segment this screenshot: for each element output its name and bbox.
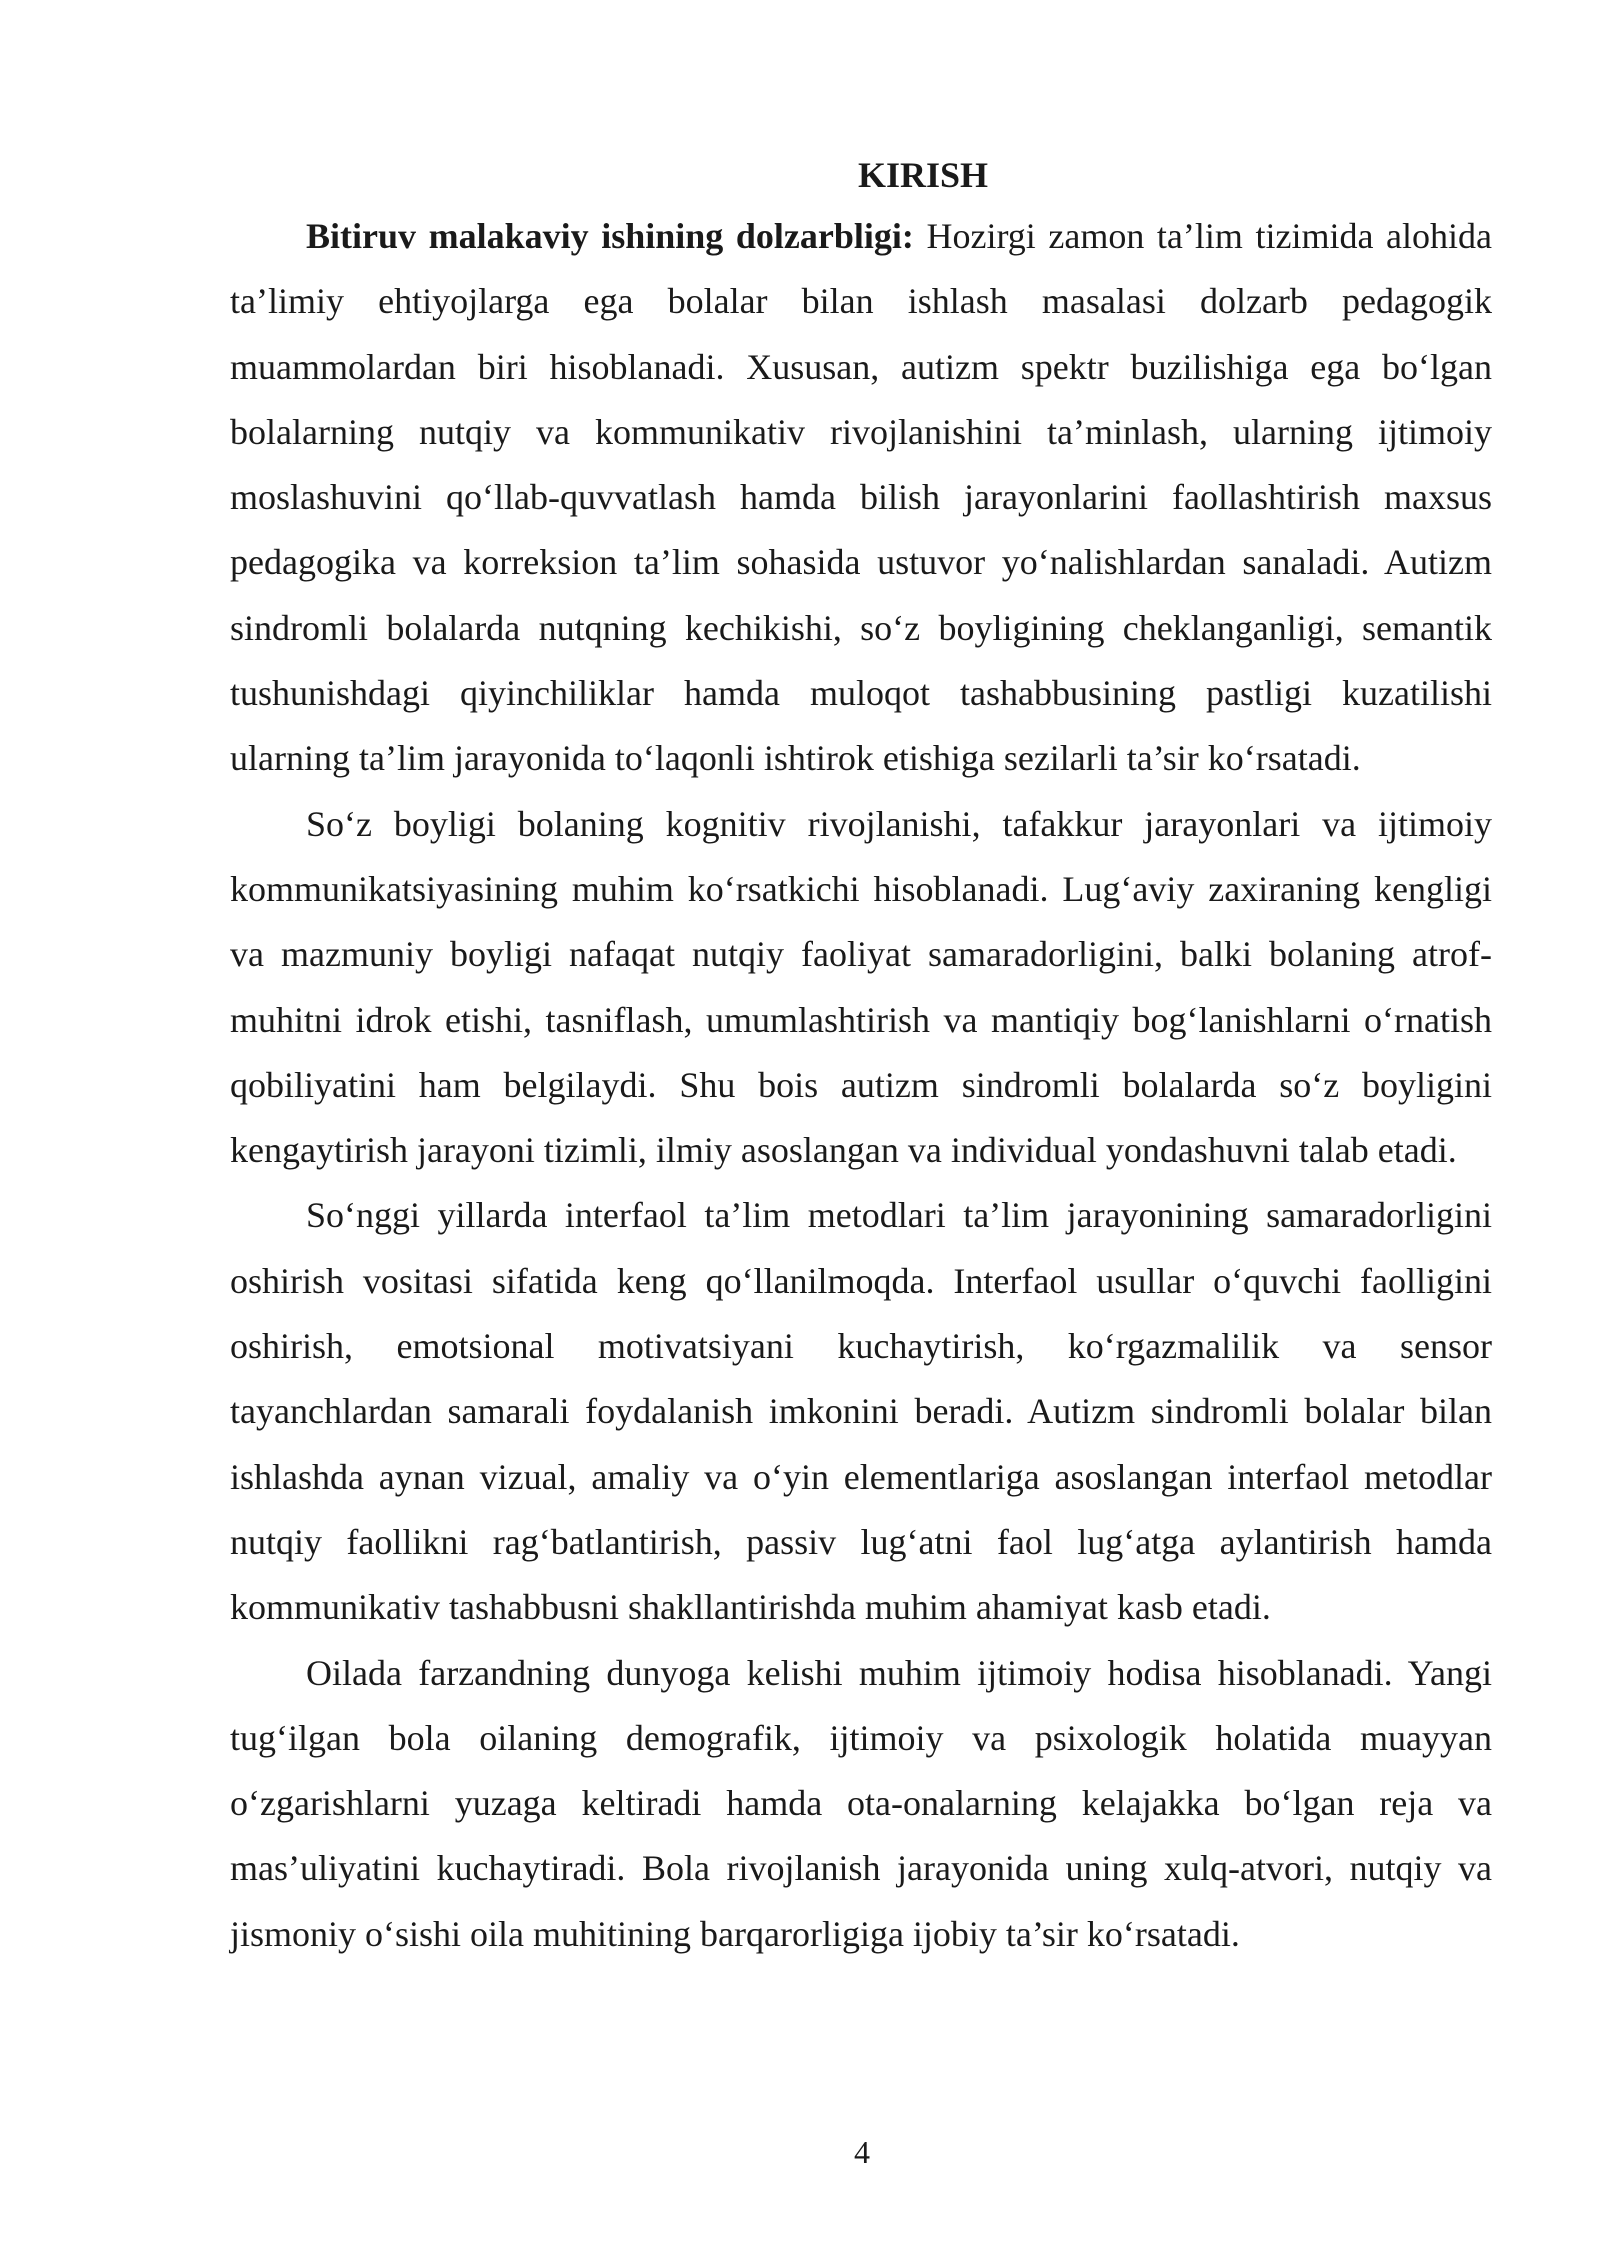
page-number: 4 xyxy=(854,2134,870,2170)
paragraph-text: Hozirgi zamon ta’lim tizimida alohida ta’limiy ehtiyojlarga ega bolalar bilan ishlash masalasi dolzarb pedagogik muammolardan biri hisoblanadi. Xususan, autizm spektr buzilishiga ega bo‘lgan bolalarning nutqiy va kommunikativ rivojlanishini ta’minlash, ularning ijtimoiy moslashuvini qo‘llab-quvvatlash hamda bilish jarayonlarini faollashtirish maxsus pedagogika va korreksion ta’lim sohasida ustuvor yo‘nalishlardan sanaladi. Autizm sindromli bolalarda nutqning kechikishi, so‘z boyligining cheklanganligi, semantik tushunishdagi qiyinchiliklar hamda muloqot tashabbusining pastligi kuzatilishi ularning ta’lim jarayonida to‘laqonli ishtirok etishiga sezilarli ta’sir ko‘rsatadi. xyxy=(230,216,1493,779)
paragraph-lead: Bitiruv malakaviy ishining dolzarbligi: xyxy=(306,216,914,256)
paragraph-vocabulary: So‘z boyligi bolaning kognitiv rivojlanishi, tafakkur jarayonlari va ijtimoiy kommunikatsiyasining muhim ko‘rsatkichi hisoblanadi. Lug‘aviy zaxiraning kengligi va mazmuniy boyligi nafaqat nutqiy faoliyat samaradorligini, balki bolaning atrof-muhitni idrok etishi, tasniflash, umumlashtirish va mantiqiy bog‘lanishlarni o‘rnatish qobiliyatini ham belgilaydi. Shu bois autizm sindromli bolalarda so‘z boyligini kengaytirish jarayoni tizimli, ilmiy asoslangan va individual yondashuvni talab etadi. xyxy=(230,803,1492,1171)
paragraph-family: Oilada farzandning dunyoga kelishi muhim ijtimoiy hodisa hisoblanadi. Yangi tug‘ilgan bola oilaning demografik, ijtimoiy va psixologik holatida muayyan o‘zgarishlarni yuzaga keltiradi hamda ota-onalarning kelajakka bo‘lgan reja va mas’uliyatini kuchaytiradi. Bola rivojlanish jarayonida uning xulq-atvori, nutqiy va jismoniy o‘sishi oila muhitining barqarorligiga ijobiy ta’sir ko‘rsatadi. xyxy=(230,1652,1492,1954)
section-title: KIRISH xyxy=(857,155,989,195)
paragraph-relevance xyxy=(230,204,1492,792)
page-content xyxy=(230,150,1492,1967)
paragraph-interactive-methods: So‘nggi yillarda interfaol ta’lim metodlari ta’lim jarayonining samaradorligini oshirish vositasi sifatida keng qo‘llanilmoqda. Interfaol usullar o‘quvchi faolligini oshirish, emotsional motivatsiyani kuchaytirish, ko‘rgazmalilik va sensor tayanchlardan samarali foydalanish imkonini beradi. Autizm sindromli bolalar bilan ishlashda aynan vizual, amaliy va o‘yin elementlariga asoslangan interfaol metodlar nutqiy faollikni rag‘batlantirish, passiv lug‘atni faol lug‘atga aylantirish hamda kommunikativ tashabbusni shakllantirishda muhim ahamiyat kasb etadi. xyxy=(230,1195,1492,1628)
